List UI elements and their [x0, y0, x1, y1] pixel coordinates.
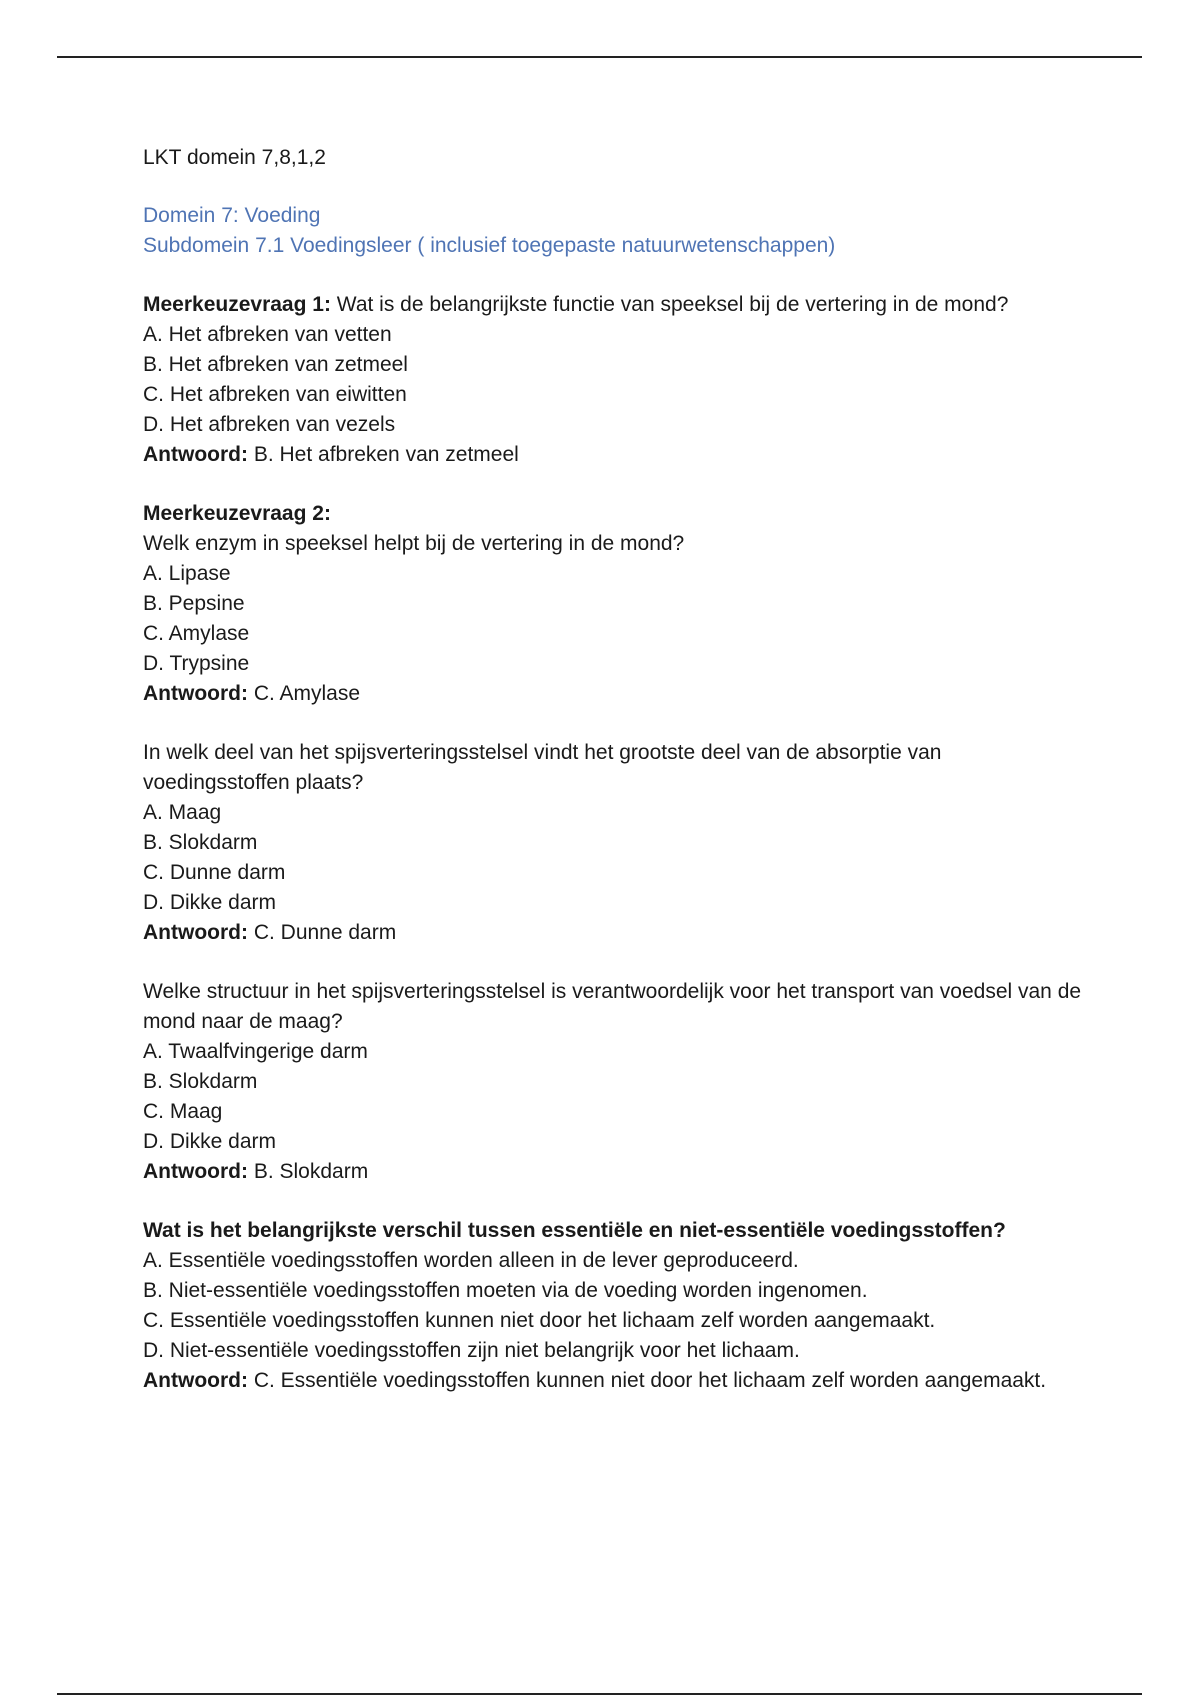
domain-title: Domein 7: Voeding [143, 204, 321, 227]
question-1-option-a: A. Het afbreken van vetten [143, 323, 392, 346]
footer-rule [57, 1693, 1142, 1695]
question-3-option-a: A. Maag [143, 801, 222, 824]
document-body [143, 143, 1083, 1425]
question-4-option-d: D. Dikke darm [143, 1130, 277, 1153]
question-2-label: Meerkeuzevraag 2: [143, 502, 331, 525]
document-title: LKT domein 7,8,1,2 [143, 146, 326, 169]
question-1-option-c: C. Het afbreken van eiwitten [143, 383, 407, 406]
question-3 [143, 738, 1083, 948]
question-3-answer [143, 918, 1083, 948]
question-1-answer [143, 440, 1083, 470]
question-4-option-b: B. Slokdarm [143, 1070, 258, 1093]
question-2-option-d: D. Trypsine [143, 652, 250, 675]
question-4 [143, 977, 1083, 1187]
question-2-answer [143, 679, 1083, 709]
question-2-option-b: B. Pepsine [143, 592, 245, 615]
question-1-text: Wat is de belangrijkste functie van speeksel bij de vertering in de mond? [336, 293, 1009, 316]
question-1 [143, 290, 1083, 470]
question-4-answer [143, 1157, 1083, 1187]
question-4-option-c: C. Maag [143, 1100, 223, 1123]
question-2-text: Welk enzym in speeksel helpt bij de vertering in de mond? [143, 532, 685, 555]
question-4-text: Welke structuur in het spijsverteringsstelsel is verantwoordelijk voor het transport van voedsel van de mond naar de maag? [143, 980, 1082, 1033]
question-3-option-c: C. Dunne darm [143, 861, 286, 884]
question-2 [143, 499, 1083, 709]
question-5-answer [143, 1366, 1083, 1396]
answer-label: Antwoord: [143, 1160, 248, 1183]
answer-label: Antwoord: [143, 921, 248, 944]
question-5-answer-text: C. Essentiële voedingsstoffen kunnen niet door het lichaam zelf worden aangemaakt. [253, 1369, 1047, 1392]
question-5-option-d: D. Niet-essentiële voedingsstoffen zijn niet belangrijk voor het lichaam. [143, 1339, 800, 1362]
question-1-option-b: B. Het afbreken van zetmeel [143, 353, 408, 376]
answer-label: Antwoord: [143, 1369, 248, 1392]
question-1-label: Meerkeuzevraag 1: [143, 293, 331, 316]
question-5-text: Wat is het belangrijkste verschil tussen essentiële en niet-essentiële voedingsstoffen? [143, 1219, 1006, 1242]
header-rule [57, 56, 1142, 58]
question-3-option-d: D. Dikke darm [143, 891, 277, 914]
question-3-text: In welk deel van het spijsverteringsstelsel vindt het grootste deel van de absorptie van voedingsstoffen plaats? [143, 741, 942, 794]
question-1-prompt [143, 290, 1083, 320]
question-1-option-d: D. Het afbreken van vezels [143, 413, 396, 436]
question-4-answer-text: B. Slokdarm [253, 1160, 369, 1183]
subdomain-title: Subdomein 7.1 Voedingsleer ( inclusief toegepaste natuurwetenschappen) [143, 234, 836, 257]
question-3-option-b: B. Slokdarm [143, 831, 258, 854]
question-2-option-a: A. Lipase [143, 562, 231, 585]
question-5-option-c: C. Essentiële voedingsstoffen kunnen niet door het lichaam zelf worden aangemaakt. [143, 1309, 936, 1332]
question-2-answer-text: C. Amylase [253, 682, 361, 705]
question-2-option-c: C. Amylase [143, 622, 250, 645]
question-1-answer-text: B. Het afbreken van zetmeel [253, 443, 519, 466]
question-5-option-b: B. Niet-essentiële voedingsstoffen moeten via de voeding worden ingenomen. [143, 1279, 868, 1302]
question-5 [143, 1216, 1083, 1396]
answer-label: Antwoord: [143, 443, 248, 466]
domain-heading [143, 201, 1083, 261]
question-3-answer-text: C. Dunne darm [253, 921, 397, 944]
question-4-option-a: A. Twaalfvingerige darm [143, 1040, 368, 1063]
answer-label: Antwoord: [143, 682, 248, 705]
question-5-option-a: A. Essentiële voedingsstoffen worden alleen in de lever geproduceerd. [143, 1249, 799, 1272]
